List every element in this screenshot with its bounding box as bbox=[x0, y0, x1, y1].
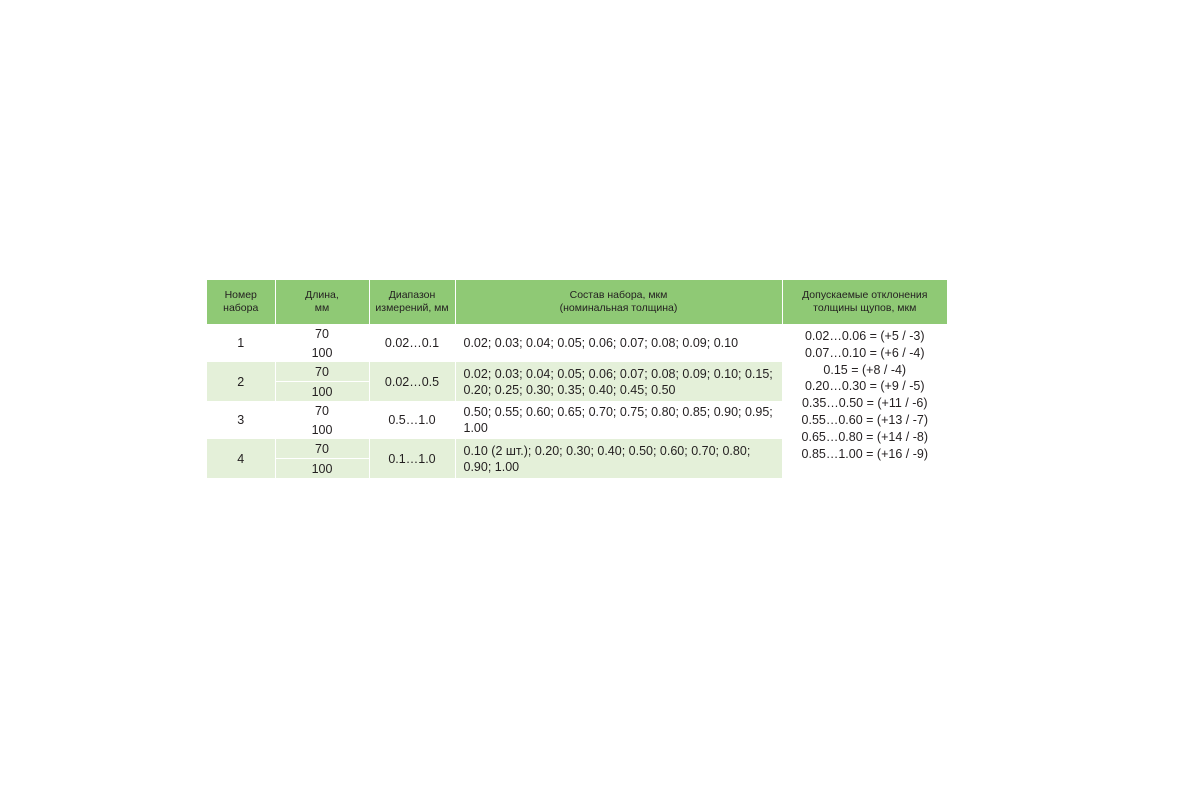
tolerance-cell bbox=[782, 324, 947, 478]
header-length: Длина, мм bbox=[275, 280, 369, 324]
range-cell: 0.02…0.1 bbox=[369, 324, 455, 362]
set-number-cell: 3 bbox=[207, 401, 275, 439]
composition-cell: 0.02; 0.03; 0.04; 0.05; 0.06; 0.07; 0.08; 0.09; 0.10; 0.15; 0.20; 0.25; 0.30; 0.35; 0.40; 0.45; 0.50 bbox=[455, 362, 782, 401]
tolerance-line: 0.85…1.00 = (+16 / -9) bbox=[801, 446, 928, 461]
table-row bbox=[207, 324, 947, 343]
range-cell: 0.02…0.5 bbox=[369, 362, 455, 401]
length-cell: 100 bbox=[275, 459, 369, 479]
header-range: Диапазон измерений, мм bbox=[369, 280, 455, 324]
length-cell: 70 bbox=[275, 439, 369, 459]
header-composition: Состав набора, мкм (номинальная толщина) bbox=[455, 280, 782, 324]
tolerance-line: 0.02…0.06 = (+5 / -3) bbox=[804, 329, 925, 343]
length-cell: 70 bbox=[275, 401, 369, 420]
composition-cell: 0.10 (2 шт.); 0.20; 0.30; 0.40; 0.50; 0.60; 0.70; 0.80; 0.90; 1.00 bbox=[455, 439, 782, 478]
tolerance-line: 0.15 = (+8 / -4) bbox=[823, 362, 907, 377]
tolerance-line: 0.20…0.30 = (+9 / -5) bbox=[804, 379, 925, 394]
set-number-cell: 4 bbox=[207, 439, 275, 478]
range-cell: 0.1…1.0 bbox=[369, 439, 455, 478]
length-cell: 100 bbox=[275, 343, 369, 362]
tolerance-line: 0.55…0.60 = (+13 / -7) bbox=[801, 412, 928, 427]
length-cell: 70 bbox=[275, 362, 369, 382]
header-tolerance: Допускаемые отклонения толщины щупов, мкм bbox=[782, 280, 947, 324]
feeler-gauge-table bbox=[207, 280, 947, 478]
tolerance-line: 0.65…0.80 = (+14 / -8) bbox=[801, 429, 928, 444]
header-set-number: Номер набора bbox=[207, 280, 275, 324]
range-cell: 0.5…1.0 bbox=[369, 401, 455, 439]
composition-cell: 0.02; 0.03; 0.04; 0.05; 0.06; 0.07; 0.08; 0.09; 0.10 bbox=[455, 324, 782, 362]
composition-cell: 0.50; 0.55; 0.60; 0.65; 0.70; 0.75; 0.80; 0.85; 0.90; 0.95; 1.00 bbox=[455, 401, 782, 439]
header-row bbox=[207, 280, 947, 324]
set-number-cell: 2 bbox=[207, 362, 275, 401]
tolerance-line: 0.35…0.50 = (+11 / -6) bbox=[801, 396, 928, 411]
tolerance-line: 0.07…0.10 = (+6 / -4) bbox=[804, 345, 925, 360]
length-cell: 100 bbox=[275, 420, 369, 439]
length-cell: 100 bbox=[275, 382, 369, 402]
length-cell: 70 bbox=[275, 324, 369, 343]
set-number-cell: 1 bbox=[207, 324, 275, 362]
